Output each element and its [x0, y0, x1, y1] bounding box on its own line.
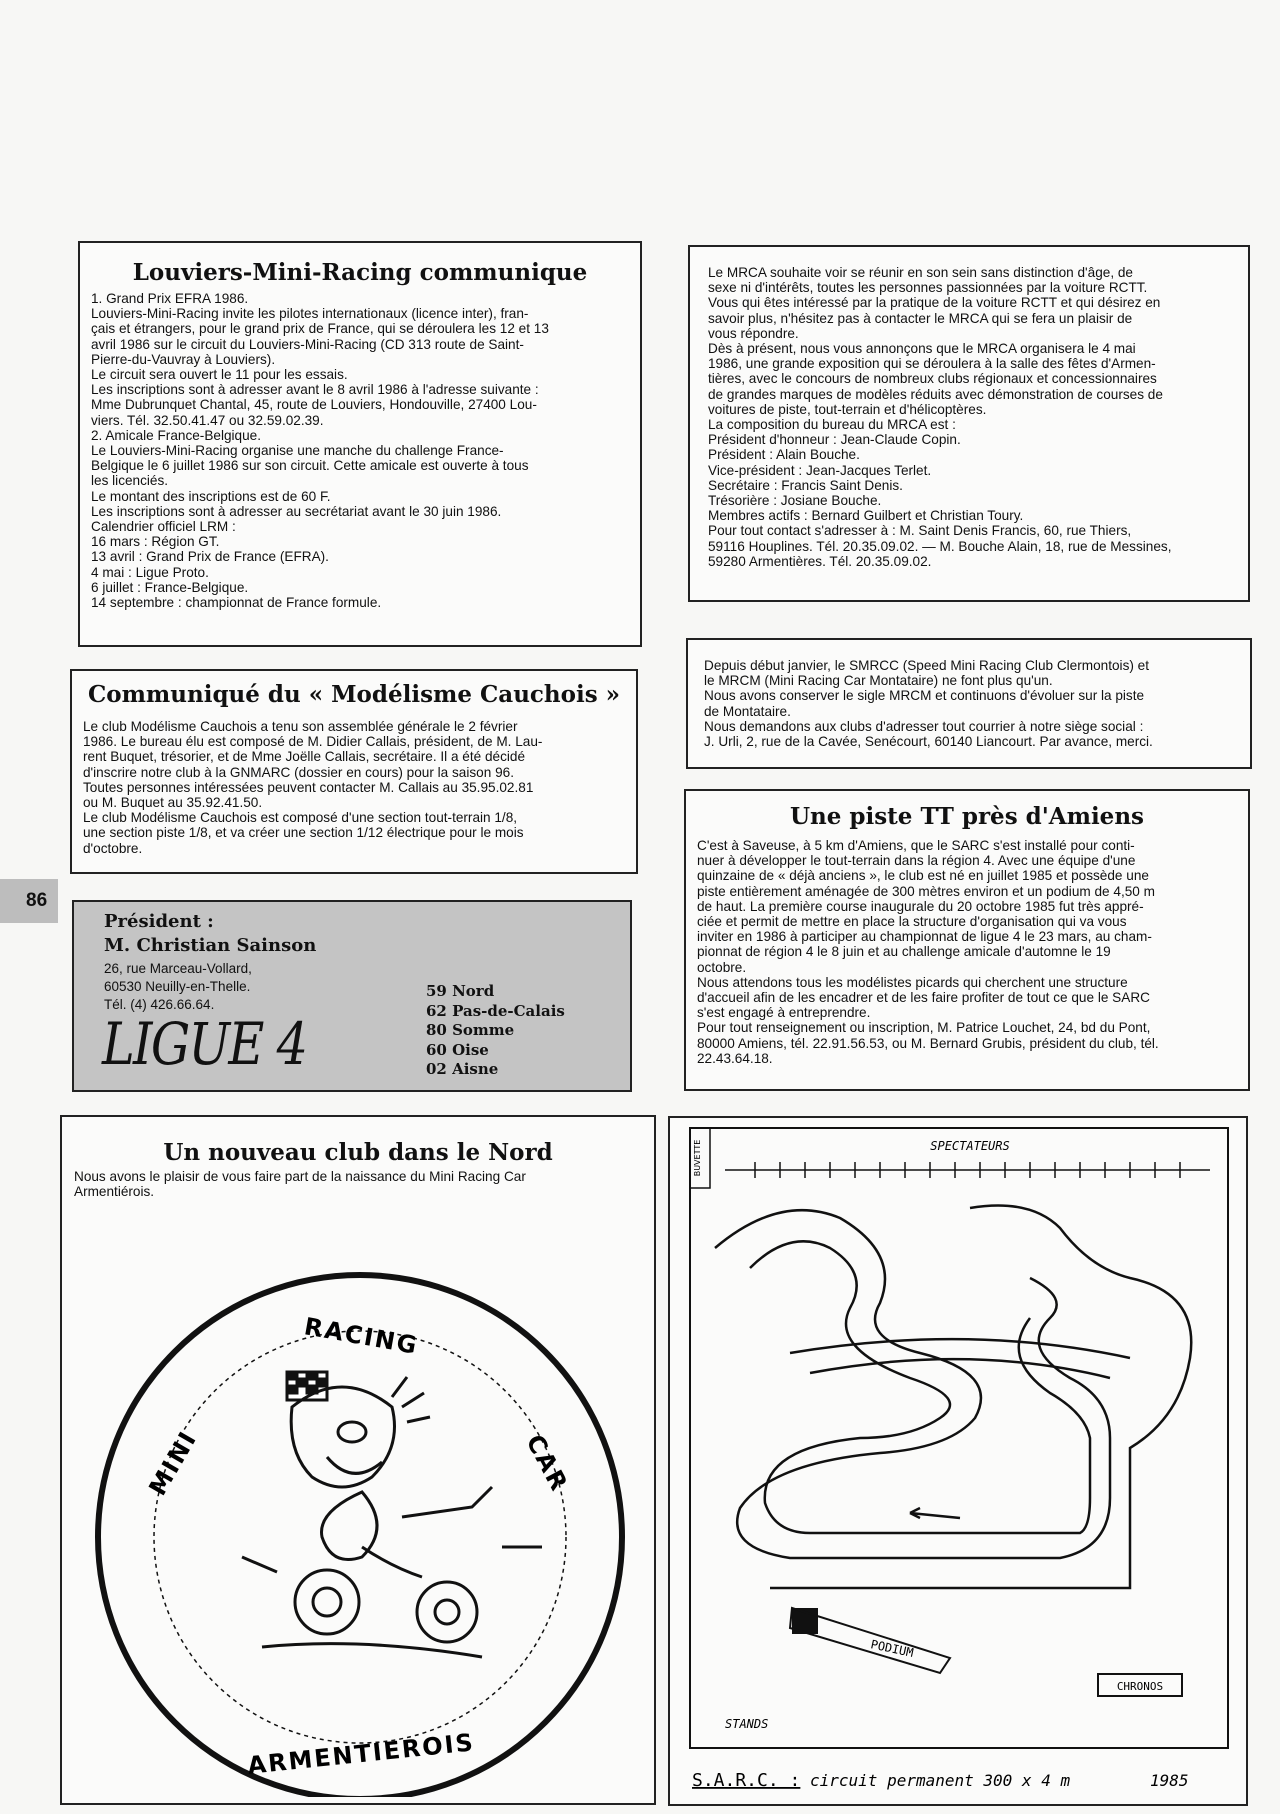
amiens-article	[684, 789, 1250, 1091]
text-line: Le MRCA souhaite voir se réunir en son sein sans distinction d'âge, de	[708, 265, 1133, 280]
president-address	[104, 960, 252, 1014]
text-line: pionnat de région 4 le 8 juin et au challenge amicale d'automne le 19	[697, 944, 1111, 960]
ligue4-box	[72, 900, 632, 1092]
logo-mini-text: MINI	[143, 1425, 203, 1501]
text-line: de Montataire.	[704, 703, 791, 719]
logo-car-text: CAR	[520, 1429, 574, 1497]
text-line: voitures de piste, tout-terrain et d'hélicoptères.	[708, 401, 987, 417]
stands-label: STANDS	[725, 1717, 769, 1731]
text-line: Président : Alain Bouche.	[708, 447, 860, 463]
text-line: La composition du bureau du MRCA est :	[708, 417, 956, 433]
department-item: 80 Somme	[426, 1021, 515, 1039]
mrca-body	[708, 265, 1244, 569]
caption-club: S.A.R.C. :	[692, 1770, 801, 1791]
page-number: 86	[0, 879, 58, 923]
track-layout	[715, 1206, 1191, 1589]
smrcc-body	[704, 658, 1249, 749]
text-line: tières, avec le concours de nombreux clubs régionaux et concessionnaires	[708, 371, 1157, 387]
text-line: Armentiérois.	[74, 1184, 155, 1200]
text-line: Les inscriptions sont à adresser au secrétariat avant le 30 juin 1986.	[91, 503, 502, 519]
text-line: Louviers-Mini-Racing invite les pilotes internationaux (licence inter), fran-	[91, 306, 529, 322]
louviers-article	[78, 241, 642, 647]
text-line: C'est à Saveuse, à 5 km d'Amiens, que le SARC s'est installé pour conti-	[697, 838, 1135, 853]
text-line: 4 mai : Ligue Proto.	[91, 564, 209, 580]
president-label: Président :	[104, 911, 214, 932]
text-line: Dès à présent, nous vous annonçons que le MRCA organisera le 4 mai	[708, 341, 1136, 357]
text-line: Secrétaire : Francis Saint Denis.	[708, 477, 903, 493]
chronos-label: CHRONOS	[1116, 1680, 1164, 1693]
text-line: Le circuit sera ouvert le 11 pour les essais.	[91, 367, 348, 383]
nord-article	[60, 1115, 656, 1805]
logo-racing-text: RACING	[302, 1312, 421, 1360]
louviers-title: Louviers-Mini-Racing communique	[132, 259, 588, 286]
text-line: Trésorière : Josiane Bouche.	[708, 493, 882, 509]
text-line: piste entièrement aménagée de 300 mètres environ et un podium de 4,50 m	[697, 883, 1155, 899]
louviers-body	[91, 291, 631, 610]
address-line: 26, rue Marceau-Vollard,	[104, 961, 252, 976]
text-line: vous répondre.	[708, 325, 799, 341]
cauchois-body	[83, 719, 628, 856]
department-item: 02 Aisne	[426, 1060, 499, 1078]
podium-label: PODIUM	[869, 1637, 915, 1660]
text-line: 22.43.64.18.	[697, 1050, 773, 1066]
text-line: Pour tout contact s'adresser à : M. Saint Denis Francis, 60, rue Thiers,	[708, 523, 1132, 539]
text-line: de haut. La première course inaugurale du 20 octobre 1985 fut très appré-	[697, 898, 1144, 914]
text-line: Nous demandons aux clubs d'adresser tout courrier à notre siège social :	[704, 718, 1144, 734]
text-line: de grandes marques de modèles réduits avec démonstration de courses de	[708, 386, 1163, 402]
text-line: ou M. Buquet au 35.92.41.50.	[83, 795, 263, 811]
buvette-label: BUVETTE	[693, 1139, 702, 1177]
text-line: Président d'honneur : Jean-Claude Copin.	[708, 432, 961, 448]
address-line: Tél. (4) 426.66.64.	[104, 997, 215, 1012]
text-line: J. Urli, 2, rue de la Cavée, Senécourt, 60140 Liancourt. Par avance, merci.	[704, 734, 1153, 750]
department-item: 60 Oise	[426, 1040, 489, 1059]
text-line: Pour tout renseignement ou inscription, M. Patrice Louchet, 24, bd du Pont,	[697, 1020, 1151, 1036]
text-line: rent Buquet, trésorier, et de Mme Joëlle Callais, secrétaire. Il a été décidé	[83, 749, 526, 765]
text-line: 80000 Amiens, tél. 22.91.56.53, ou M. Bernard Grubis, président du club, tél.	[697, 1035, 1159, 1051]
spectator-fence	[725, 1162, 1210, 1178]
ligue4-logo: LIGUE 4	[102, 1010, 307, 1078]
text-line: quinzaine de « déjà anciens », le club est né en juillet 1985 et possède une	[697, 868, 1149, 884]
text-line: 59280 Armentières. Tél. 20.35.09.02.	[708, 553, 932, 569]
nord-title: Un nouveau club dans le Nord	[163, 1139, 553, 1166]
track-plan	[668, 1116, 1248, 1806]
amiens-body	[697, 838, 1245, 1066]
text-line: d'accueil afin de les encadrer et de les faire profiter de tout ce que le SARC	[697, 990, 1150, 1006]
text-line: Vous qui êtes intéressé par la pratique de la voiture RCTT et qui désirez en	[708, 295, 1161, 311]
text-line: 16 mars : Région GT.	[91, 534, 220, 550]
president-name: M. Christian Sainson	[104, 935, 317, 956]
text-line: 1986, une grande exposition qui se déroulera à la salle des fêtes d'Armen-	[708, 356, 1156, 372]
department-list	[426, 982, 565, 1080]
text-line: 1986. Le bureau élu est composé de M. Didier Callais, président, de M. Lau-	[83, 734, 543, 750]
text-line: 14 septembre : championnat de France formule.	[91, 595, 382, 611]
text-line: Calendrier officiel LRM :	[91, 519, 236, 535]
smrcc-article	[686, 638, 1252, 769]
text-line: ciée et permit de mettre en place la structure d'organisation qui va vous	[697, 914, 1127, 930]
text-line: savoir plus, n'hésitez pas à contacter le MRCA qui se fera un plaisir de	[708, 310, 1133, 326]
text-line: Le club Modélisme Cauchois a tenu son assemblée générale le 2 février	[83, 719, 518, 734]
text-line: çais et étrangers, pour le grand prix de France, qui se déroulera les 12 et 13	[91, 321, 549, 337]
text-line: Depuis début janvier, le SMRCC (Speed Mini Racing Club Clermontois) et	[704, 658, 1150, 673]
nord-body	[74, 1169, 644, 1199]
text-line: inviter en 1986 à participer au championnat de ligue 4 le 23 mars, au cham-	[697, 929, 1152, 945]
president-block	[104, 910, 316, 958]
text-line: 1. Grand Prix EFRA 1986.	[91, 291, 249, 306]
text-line: octobre.	[697, 959, 747, 975]
text-line: nuer à développer le tout-terrain dans la région 4. Avec une équipe d'une	[697, 853, 1136, 869]
text-line: les licenciés.	[91, 473, 169, 489]
cauchois-title: Communiqué du « Modélisme Cauchois »	[87, 681, 621, 708]
text-line: d'inscrire notre club à la GNMARC (dossier en cours) pour la saison 96.	[83, 764, 514, 780]
text-line: Les inscriptions sont à adresser avant le 8 avril 1986 à l'adresse suivante :	[91, 382, 539, 398]
text-line: Nous avons conserver le sigle MRCM et continuons d'évoluer sur la piste	[704, 688, 1145, 704]
text-line: sexe ni d'intérêts, toutes les personnes passionnées par la voiture RCTT.	[708, 280, 1148, 296]
mascot-illustration	[242, 1372, 542, 1657]
logo-armentierois-text: ARMENTIEROIS	[246, 1728, 477, 1780]
track-drawing	[670, 1118, 1250, 1808]
text-line: le MRCM (Mini Racing Car Montataire) ne font plus qu'un.	[704, 673, 1053, 689]
text-line: une section piste 1/8, et va créer une section 1/12 électrique pour le mois	[83, 825, 524, 841]
department-item: 59 Nord	[426, 982, 495, 1000]
text-line: Nous avons le plaisir de vous faire part de la naissance du Mini Racing Car	[74, 1169, 526, 1184]
text-line: Le montant des inscriptions est de 60 F.	[91, 488, 331, 504]
text-line: s'est engagé à entreprendre.	[697, 1005, 871, 1021]
text-line: viers. Tél. 32.50.41.47 ou 32.59.02.39.	[91, 412, 324, 428]
text-line: 13 avril : Grand Prix de France (EFRA).	[91, 549, 329, 565]
text-line: avril 1986 sur le circuit du Louviers-Mini-Racing (CD 313 route de Saint-	[91, 336, 524, 352]
caption-text: circuit permanent 300 x 4 m	[810, 1771, 1071, 1790]
amiens-title: Une piste TT près d'Amiens	[789, 803, 1144, 830]
mrca-article	[688, 245, 1250, 602]
text-line: Membres actifs : Bernard Guilbert et Christian Toury.	[708, 508, 1024, 524]
spectators-label: SPECTATEURS	[930, 1139, 1010, 1153]
text-line: Le Louviers-Mini-Racing organise une manche du challenge France-	[91, 443, 504, 459]
text-line: Belgique le 6 juillet 1986 sur son circuit. Cette amicale est ouverte à tous	[91, 458, 529, 474]
text-line: Pierre-du-Vauvray à Louviers).	[91, 351, 276, 367]
text-line: d'octobre.	[83, 840, 143, 856]
cauchois-article	[70, 669, 638, 874]
text-line: Toutes personnes intéressées peuvent contacter M. Callais au 35.95.02.81	[83, 779, 534, 795]
club-logo	[62, 1217, 658, 1797]
department-item: 62 Pas-de-Calais	[426, 1001, 565, 1020]
address-line: 60530 Neuilly-en-Thelle.	[104, 979, 251, 994]
text-line: Mme Dubrunquet Chantal, 45, route de Louviers, Hondouville, 27400 Lou-	[91, 397, 537, 413]
text-line: Nous attendons tous les modélistes picards qui cherchent une structure	[697, 974, 1128, 990]
text-line: Vice-président : Jean-Jacques Terlet.	[708, 462, 932, 478]
caption-year: 1985	[1150, 1771, 1189, 1790]
text-line: 59116 Houplines. Tél. 20.35.09.02. — M. Bouche Alain, 18, rue de Messines,	[708, 538, 1172, 554]
text-line: 2. Amicale France-Belgique.	[91, 427, 262, 443]
text-line: 6 juillet : France-Belgique.	[91, 579, 249, 595]
text-line: Le club Modélisme Cauchois est composé d'une section tout-terrain 1/8,	[83, 810, 518, 826]
